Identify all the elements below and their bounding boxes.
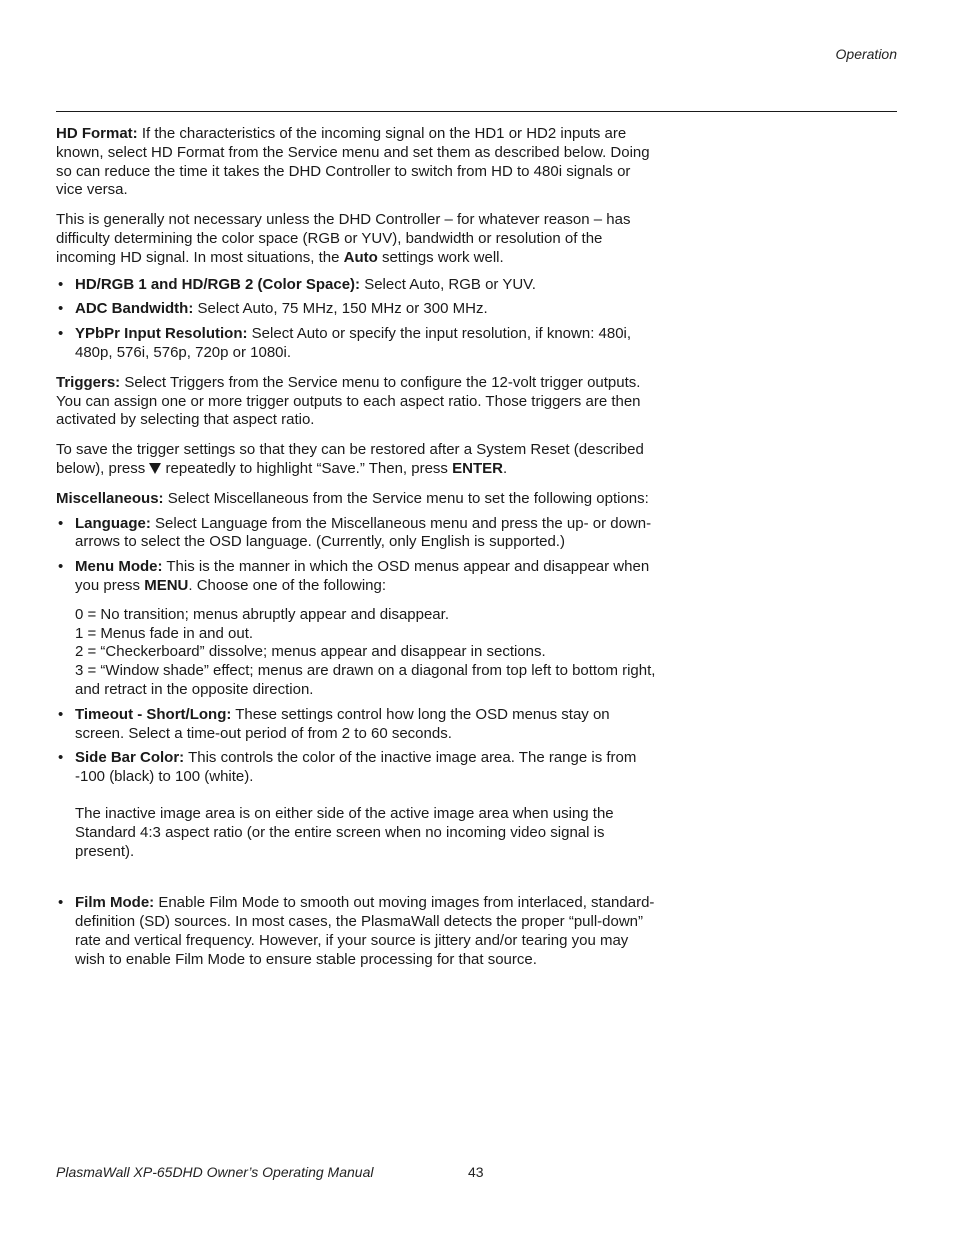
hd-format-note-text: This is generally not necessary unless the DHD Controller – for whatever reason – has difficulty determining the color space (RGB or YUV), bandwidth or resolution of the incoming HD signal. In most situations, the — [56, 211, 631, 266]
triggers-save-end: . — [502, 459, 508, 477]
list-item — [56, 300, 656, 319]
list-item — [56, 558, 656, 700]
triggers-text: Select Triggers from the Service menu to configure the 12-volt trigger outputs. You can assign one or more trigger outputs to each aspect ratio. Those triggers are then activated by selecting that aspect ratio. — [56, 373, 641, 429]
down-arrow-icon — [149, 463, 161, 474]
triggers-save-paragraph — [56, 441, 656, 479]
menu-mode-text: This is the manner in which the OSD menus appear and disappear when you press — [75, 558, 650, 594]
page-content — [56, 125, 656, 981]
auto-keyword: Auto — [343, 248, 378, 266]
page-number: 43 — [468, 1164, 484, 1180]
footer-manual-title: PlasmaWall XP-65DHD Owner’s Operating Manual — [56, 1164, 374, 1180]
menu-key: MENU — [144, 576, 189, 594]
header-section-title: Operation — [835, 46, 897, 62]
language-label: Language: — [75, 514, 151, 532]
timeout-text: These settings control how long the OSD menus stay on screen. Select a time-out period of from 2 to 60 seconds. — [75, 705, 610, 742]
list-item — [56, 276, 656, 295]
list-item — [56, 706, 656, 744]
film-mode-label: Film Mode: — [75, 894, 155, 912]
menu-mode-option: 0 = No transition; menus abruptly appear and disappear. — [75, 605, 449, 623]
triggers-label: Triggers: — [56, 373, 121, 391]
list-item — [56, 325, 656, 363]
menu-mode-options — [75, 606, 656, 700]
enter-key: ENTER — [452, 459, 503, 477]
list-item — [56, 749, 656, 861]
misc-options — [56, 515, 656, 970]
timeout-label: Timeout - Short/Long: — [75, 705, 232, 723]
option-label: HD/RGB 1 and HD/RGB 2 (Color Space): — [75, 275, 361, 293]
menu-mode-option: 2 = “Checkerboard” dissolve; menus appear and disappear in sections. — [75, 643, 546, 661]
hd-format-text: If the characteristics of the incoming signal on the HD1 or HD2 inputs are known, select HD Format from the Service menu and set them as described below. Doing so can reduce the time it takes the DHD Controller to switch from HD to 480i signals or vice versa. — [56, 125, 650, 199]
option-label: YPbPr Input Resolution: — [75, 325, 248, 343]
option-text: Select Auto, RGB or YUV. — [360, 275, 536, 293]
menu-mode-option: 1 = Menus fade in and out. — [75, 624, 254, 642]
menu-mode-option: 3 = “Window shade” effect; menus are drawn on a diagonal from top left to bottom right, and retract in the opposite direction. — [75, 662, 656, 698]
option-label: ADC Bandwidth: — [75, 300, 194, 318]
misc-intro: Select Miscellaneous from the Service menu to set the following options: — [163, 489, 649, 507]
misc-label: Miscellaneous: — [56, 489, 164, 507]
triggers-paragraph — [56, 374, 656, 430]
side-bar-label: Side Bar Color: — [75, 749, 185, 767]
triggers-save-text: To save the trigger settings so that they can be restored after a System Reset (described below), press — [56, 441, 644, 477]
option-text: Select Auto, 75 MHz, 150 MHz or 300 MHz. — [193, 300, 488, 318]
side-bar-note: The inactive image area is on either side of the active image area when using the Standard 4:3 aspect ratio (or the entire screen when no incoming video signal is present). — [75, 804, 614, 860]
misc-paragraph — [56, 490, 656, 509]
triggers-save-text-2: repeatedly to highlight “Save.” Then, press — [161, 459, 453, 477]
side-bar-text: This controls the color of the inactive image area. The range is from -100 (black) to 100 (white). — [75, 749, 637, 786]
list-item — [56, 894, 656, 969]
film-mode-text: Enable Film Mode to smooth out moving images from interlaced, standard-definition (SD) sources. In most cases, the PlasmaWall detects the proper “pull-down” rate and vertical frequency. However, if your source is jittery and/or tearing you may wish to enable Film Mode to ensure stable processing for that source. — [75, 894, 655, 968]
hd-format-note — [56, 211, 656, 267]
header-divider — [56, 111, 897, 112]
hd-format-label: HD Format: — [56, 125, 138, 142]
option-text: Select Auto or specify the input resolution, if known: 480i, 480p, 576i, 576p, 720p or 1080i. — [75, 325, 632, 361]
menu-mode-text-end: . Choose one of the following: — [188, 576, 387, 594]
hd-format-paragraph — [56, 125, 656, 200]
language-text: Select Language from the Miscellaneous menu and press the up- or down-arrows to select the OSD language. (Currently, only English is supported.) — [75, 514, 652, 551]
menu-mode-label: Menu Mode: — [75, 558, 163, 576]
list-item — [56, 515, 656, 553]
hd-format-note-end: settings work well. — [377, 248, 504, 266]
hd-format-options — [56, 276, 656, 363]
